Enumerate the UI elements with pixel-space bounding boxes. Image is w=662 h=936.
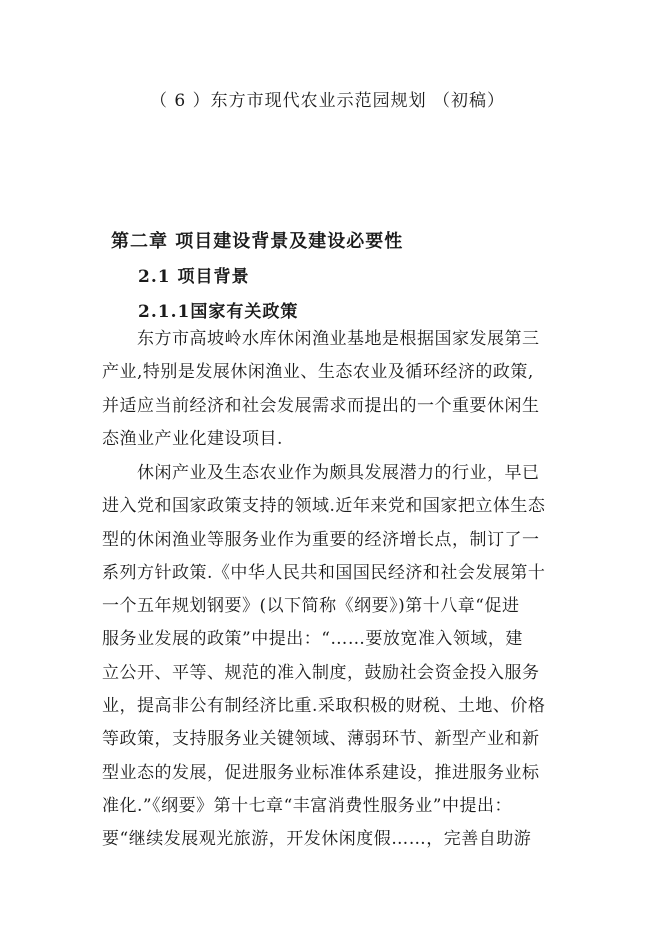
paragraph-line: 进入党和国家政策支持的领域.近年来党和国家把立体生态 bbox=[102, 496, 546, 517]
paragraph-line: 业，提高非公有制经济比重.采取积极的财税、土地、价格 bbox=[102, 696, 546, 717]
paragraph-line: 一个五年规划钢要》(以下简称《纲要》)第十八章“促进 bbox=[102, 596, 520, 617]
paragraph-line: 系列方针政策.《中华人民共和国国民经济和社会发展第十 bbox=[102, 562, 546, 583]
paragraph-line: 型业态的发展，促进服务业标准体系建设，推进服务业标 bbox=[102, 762, 540, 783]
paragraph-line: 服务业发展的政策”中提出：“……要放宽准入领域，建 bbox=[102, 629, 523, 650]
paragraph-line: 态渔业产业化建设项目. bbox=[102, 428, 283, 449]
paragraph-line: 东方市高坡岭水库休闲渔业基地是根据国家发展第三 bbox=[102, 329, 540, 349]
paragraph-line: 型的休闲渔业等服务业作为重要的经济增长点，制订了一 bbox=[102, 529, 540, 550]
paragraph-line: 立公开、平等、规范的准入制度，鼓励社会资金投入服务 bbox=[102, 662, 540, 683]
paragraph-line: 并适应当前经济和社会发展需求而提出的一个重要休闲生 bbox=[102, 395, 540, 416]
chapter-title: 第二章 项目建设背景及建设必要性 bbox=[111, 231, 404, 252]
paragraph-line: 产业,特别是发展休闲渔业、生态农业及循环经济的政策, bbox=[102, 362, 534, 383]
page-header: （ 6 ）东方市现代农业示范园规划 （初稿） bbox=[150, 91, 506, 111]
paragraph-line: 等政策，支持服务业关键领域、薄弱环节、新型产业和新 bbox=[102, 729, 540, 750]
paragraph-1 bbox=[102, 323, 552, 456]
paragraph-line: 休闲产业及生态农业作为颇具发展潜力的行业，早已 bbox=[102, 463, 540, 483]
paragraph-line: 要“继续发展观光旅游，开发休闲度假……，完善自助游 bbox=[102, 829, 532, 850]
section-heading-2-1: 2.1 项目背景 bbox=[138, 267, 250, 287]
paragraph-line: 准化.”《纲要》第十七章“丰富消费性服务业”中提出： bbox=[102, 795, 512, 816]
section-heading-2-1-1: 2.1.1国家有关政策 bbox=[138, 302, 299, 322]
paragraph-2 bbox=[102, 457, 552, 857]
